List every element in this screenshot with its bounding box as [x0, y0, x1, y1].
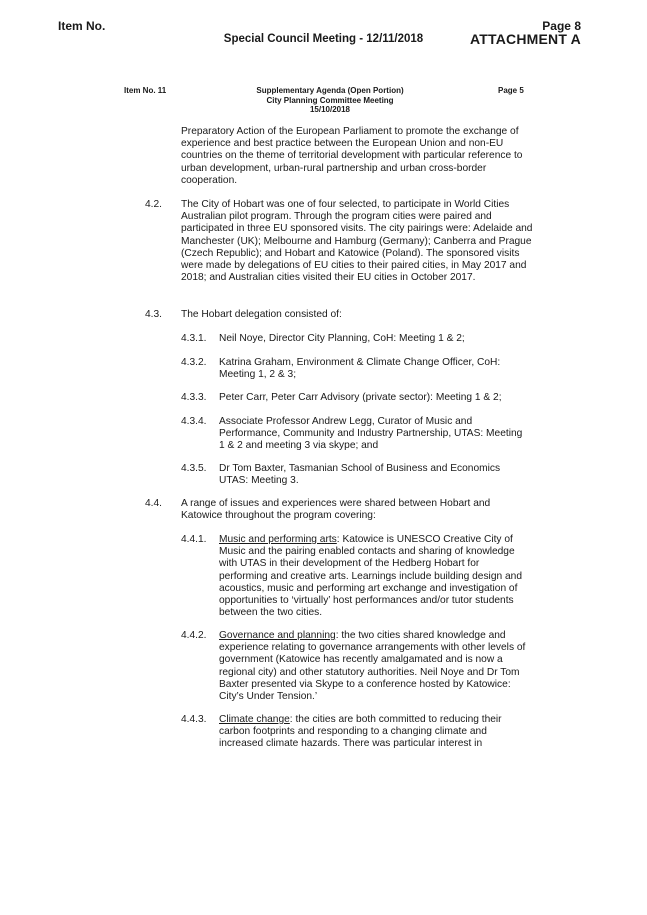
outer-item-no-label: Item No.	[58, 19, 106, 33]
subitem-heading: Governance and planning	[219, 630, 336, 641]
subitem-text: Peter Carr, Peter Carr Advisory (private sector): Meeting 1 & 2;	[219, 392, 502, 403]
inner-page-number: Page 5	[498, 86, 524, 95]
subitem-text: Katrina Graham, Environment & Climate Change Officer, CoH: Meeting 1, 2 & 3;	[219, 357, 501, 381]
attachment-label: ATTACHMENT A	[469, 31, 581, 47]
subitem-number: 4.4.1.	[181, 534, 207, 545]
outer-meeting-title: Special Council Meeting - 12/11/2018	[223, 33, 424, 45]
subitem-heading: Climate change	[219, 714, 290, 725]
subitem-text	[219, 714, 529, 751]
subitem-body: : the cities are both committed to reducing their carbon footprints and responding to a changing climate and increased climate hazards. There was particular interest in	[219, 714, 502, 750]
section-paragraph: The City of Hobart was one of four selected, to participate in World Cities Australian pilot program. Through the program cities were paired and participated in three EU sponsored visits. The city pairings were: Adelaide and Manchester (UK); Melbourne and Hamburg (Germany); Canberra and Prague (Czech Republic); and Hobart and Katowice (Poland). The sponsored visits were made by delegations of EU cities to their paired cities, in May 2017 and 2018; and Australian cities visited their EU cities in October 2017.	[181, 199, 533, 284]
subitem-text: Associate Professor Andrew Legg, Curator of Music and Performance, Community and Industry Partnership, UTAS: Meeting 1 & 2 and meeting 3 via skype; and	[219, 416, 523, 452]
subitem-number: 4.3.1.	[181, 333, 207, 344]
section-number: 4.2.	[145, 199, 162, 210]
inner-item-no: Item No. 11	[124, 86, 167, 95]
subitem-text: Dr Tom Baxter, Tasmanian School of Business and Economics UTAS: Meeting 3.	[219, 463, 501, 487]
subitem-heading: Music and performing arts	[219, 534, 337, 545]
subitem-number: 4.4.3.	[181, 714, 207, 725]
inner-header-committee: City Planning Committee Meeting	[266, 95, 394, 105]
subitem-number: 4.4.2.	[181, 630, 207, 641]
subitem-body: : Katowice is UNESCO Creative City of Music and the pairing enabled contacts and sharing of knowledge with UTAS in their development of the Hedberg Hobart for performing and creative arts. Learnings include building design and acoustics, music and performing art exchange and investigation of opportunities to ‘virtually’ host performances and/or tutor students between the two cities.	[219, 534, 522, 619]
subitem-text	[219, 534, 529, 619]
subitem-number: 4.3.5.	[181, 463, 207, 474]
subitem-number: 4.3.4.	[181, 416, 207, 427]
inner-header-date: 15/10/2018	[309, 105, 351, 114]
intro-paragraph: Preparatory Action of the European Parliament to promote the exchange of experience and best practice between the European Union and non-EU countries on the theme of territorial development with particular reference to urban development, urban-rural partnership and urban cross-border cooperation.	[181, 126, 523, 186]
subitem-text	[219, 630, 529, 703]
outer-page-number: Page 8	[542, 19, 581, 33]
section-paragraph: The Hobart delegation consisted of:	[181, 309, 342, 320]
section-number: 4.4.	[145, 498, 162, 509]
section-number: 4.3.	[145, 309, 162, 320]
subitem-body: : the two cities shared knowledge and experience relating to governance arrangements with other levels of government (Katowice has recently amalgamated and is now a regional city) and other statutory authorities. Neil Noye and Dr Tom Baxter presented via Skype to a conference hosted by Katowice: City’s Under Tension.’	[219, 630, 526, 703]
subitem-number: 4.3.3.	[181, 392, 207, 403]
subitem-number: 4.3.2.	[181, 357, 207, 368]
subitem-text: Neil Noye, Director City Planning, CoH: Meeting 1 & 2;	[219, 333, 465, 344]
inner-header-agenda: Supplementary Agenda (Open Portion)	[256, 86, 404, 95]
section-paragraph: A range of issues and experiences were shared between Hobart and Katowice throughout the program covering:	[181, 498, 491, 522]
inner-header-center	[0, 86, 647, 115]
